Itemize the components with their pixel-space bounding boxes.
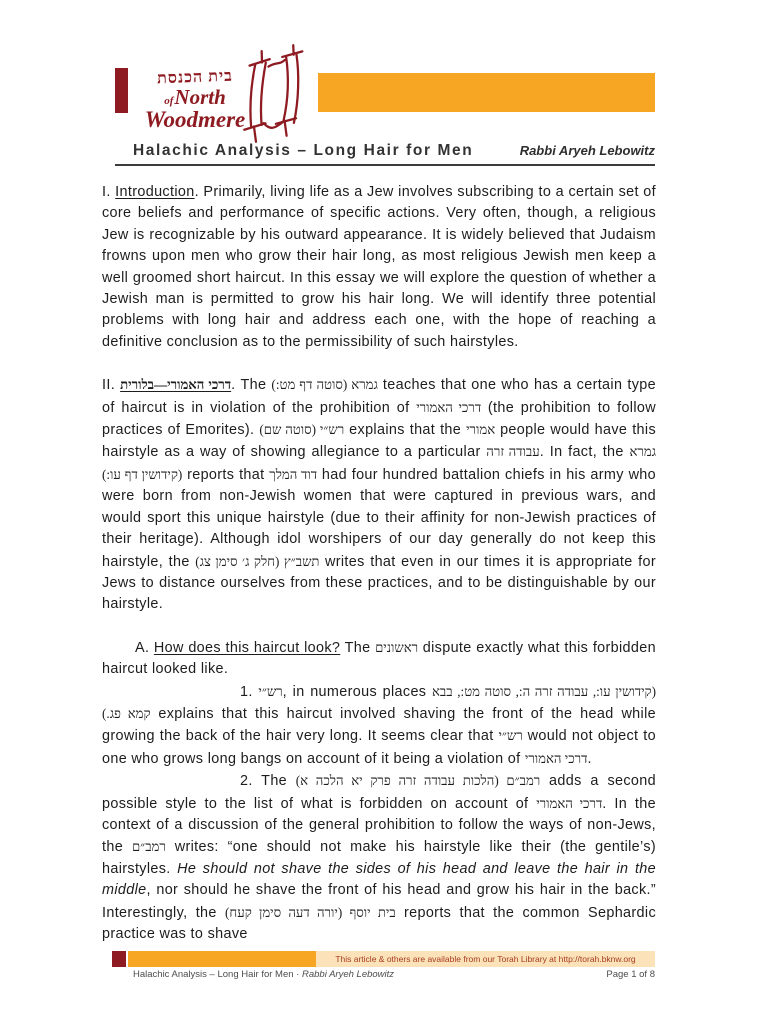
hebrew-term: אמורי (466, 422, 496, 438)
footer-orange-bar (128, 951, 316, 967)
document-header (115, 142, 655, 166)
torah-scroll-icon (210, 39, 323, 149)
hebrew-term: תשב״ץ (חלק ג׳ סימן צג) (195, 553, 320, 569)
paragraph: 1. רש״י, in numerous places (קידושין עו:, עבודה זרה ה:, סוטה מט:, בבא קמא פג.) explains that this haircut involved shaving the front of the head while growing the back of the hair very long. It seems clear that רש״י would not object to one who grows long bangs on account of it being a violation of דרכי האמורי. (102, 683, 657, 767)
footer-line (115, 969, 655, 980)
hebrew-term: ראשונים (375, 639, 419, 655)
hebrew-term: בית יוסף (יורה דעה סימן קעח) (225, 904, 396, 920)
hebrew-term: דוד המלך (269, 466, 318, 482)
hebrew-term: דרכי האמורי (416, 399, 482, 415)
paragraph: II. דרכי האמורי—בלורית. The גמרא (סוטה דף מט:) teaches that one who has a certain type of haircut is in violation of the prohibition of דרכי האמורי (the prohibition to follow practices of Emorites). רש״י (סוטה שם) explains that the אמורי people would have this hairstyle as a way of showing allegiance to a particular עבודה זרה. In fact, the גמרא (קידושין דף עו:) reports that דוד המלך had four hundred battalion chiefs in his army who were born from non-Jewish women that were captured in previous wars, and would sport this unique hairstyle (due to their affinity for non-Jewish practices of their heritage). Although idol worshipers of our day generally do not keep this hairstyle, the תשב״ץ (חלק ג׳ סימן צג) writes that even in our times it is appropriate for Jews to distance ourselves from these practices, and to be distinguishable by our hairstyle. (102, 377, 657, 613)
footer-doc-info: Halachic Analysis – Long Hair for Men · Rabbi Aryeh Lebowitz (133, 969, 395, 980)
hebrew-term: (קידושין עו:, עבודה זרה ה:, סוטה מט:, בבא קמא פג.) (102, 683, 656, 721)
logo-hebrew-text: בית הכנסת (156, 67, 234, 88)
hebrew-term: עבודה זרה (486, 444, 540, 460)
header-orange-banner (318, 73, 655, 112)
paragraph: 2. The רמב״ם (הלכות עבודה זרה פרק יא הלכה א) adds a second possible style to the list of what is forbidden on account of דרכי האמורי. In the context of a discussion of the general prohibition to follow the ways of non-Jews, the רמב״ם writes: “one should not make his hairstyle like their (the gentile’s) hairstyles. He should not shave the sides of his head and leave the hair in the middle, nor should he shave the front of his head and grow his hair in the back.” Interestingly, the בית יוסף (יורה דעה סימן קעח) reports that the common Sephardic practice was to shave (102, 773, 657, 942)
hebrew-term: רש״י (258, 683, 283, 699)
hebrew-term: רש״י (סוטה שם) (259, 422, 345, 438)
footer-banner-text: This article & others are available from our Torah Library at http://torah.bknw.org (335, 954, 636, 964)
logo-north-text: ofNorth (164, 85, 226, 109)
document-body (102, 182, 656, 945)
footer-banner (316, 951, 655, 967)
footer-maroon-square (112, 951, 126, 967)
page-title: Halachic Analysis – Long Hair for Men (133, 142, 474, 159)
logo-woodmere-text: Woodmere (144, 107, 246, 132)
logo-maroon-bar (115, 68, 128, 113)
paragraph: A. How does this haircut look? The ראשונים dispute exactly what this forbidden haircut looked like. (102, 639, 656, 678)
logo-of-text: of (164, 95, 174, 107)
hebrew-term: רמב״ם (הלכות עבודה זרה פרק יא הלכה א) (295, 773, 541, 789)
hebrew-term: דרכי האמורי (524, 750, 588, 766)
hebrew-term: גמרא (סוטה דף מט:) (271, 377, 378, 393)
hebrew-term: דרכי האמורי—בלורית (120, 377, 232, 393)
footer-page-number: Page 1 of 8 (606, 969, 655, 980)
hebrew-term: רש״י (498, 728, 523, 744)
hebrew-term: דרכי האמורי (536, 795, 603, 811)
hebrew-term: רמב״ם (131, 839, 166, 855)
author-name: Rabbi Aryeh Lebowitz (519, 143, 655, 158)
paragraph: I. Introduction. Primarily, living life as a Jew involves subscribing to a certain set of core beliefs and performance of specific actions. Very often, though, a religious Jew is recognizable by his outward appearance. It is widely believed that Judaism frowns upon men who grow their hair long, as most religious Jewish men keep a well groomed short haircut. In this essay we will explore the question of whether a Jewish man is permitted to grow his hair long. We will identify three potential problems with long hair and address each one, with the hope of reaching a definitive conclusion as to the permissibility of such hairstyles. (102, 184, 656, 350)
hebrew-term: גמרא (קידושין דף עו:) (102, 444, 656, 482)
